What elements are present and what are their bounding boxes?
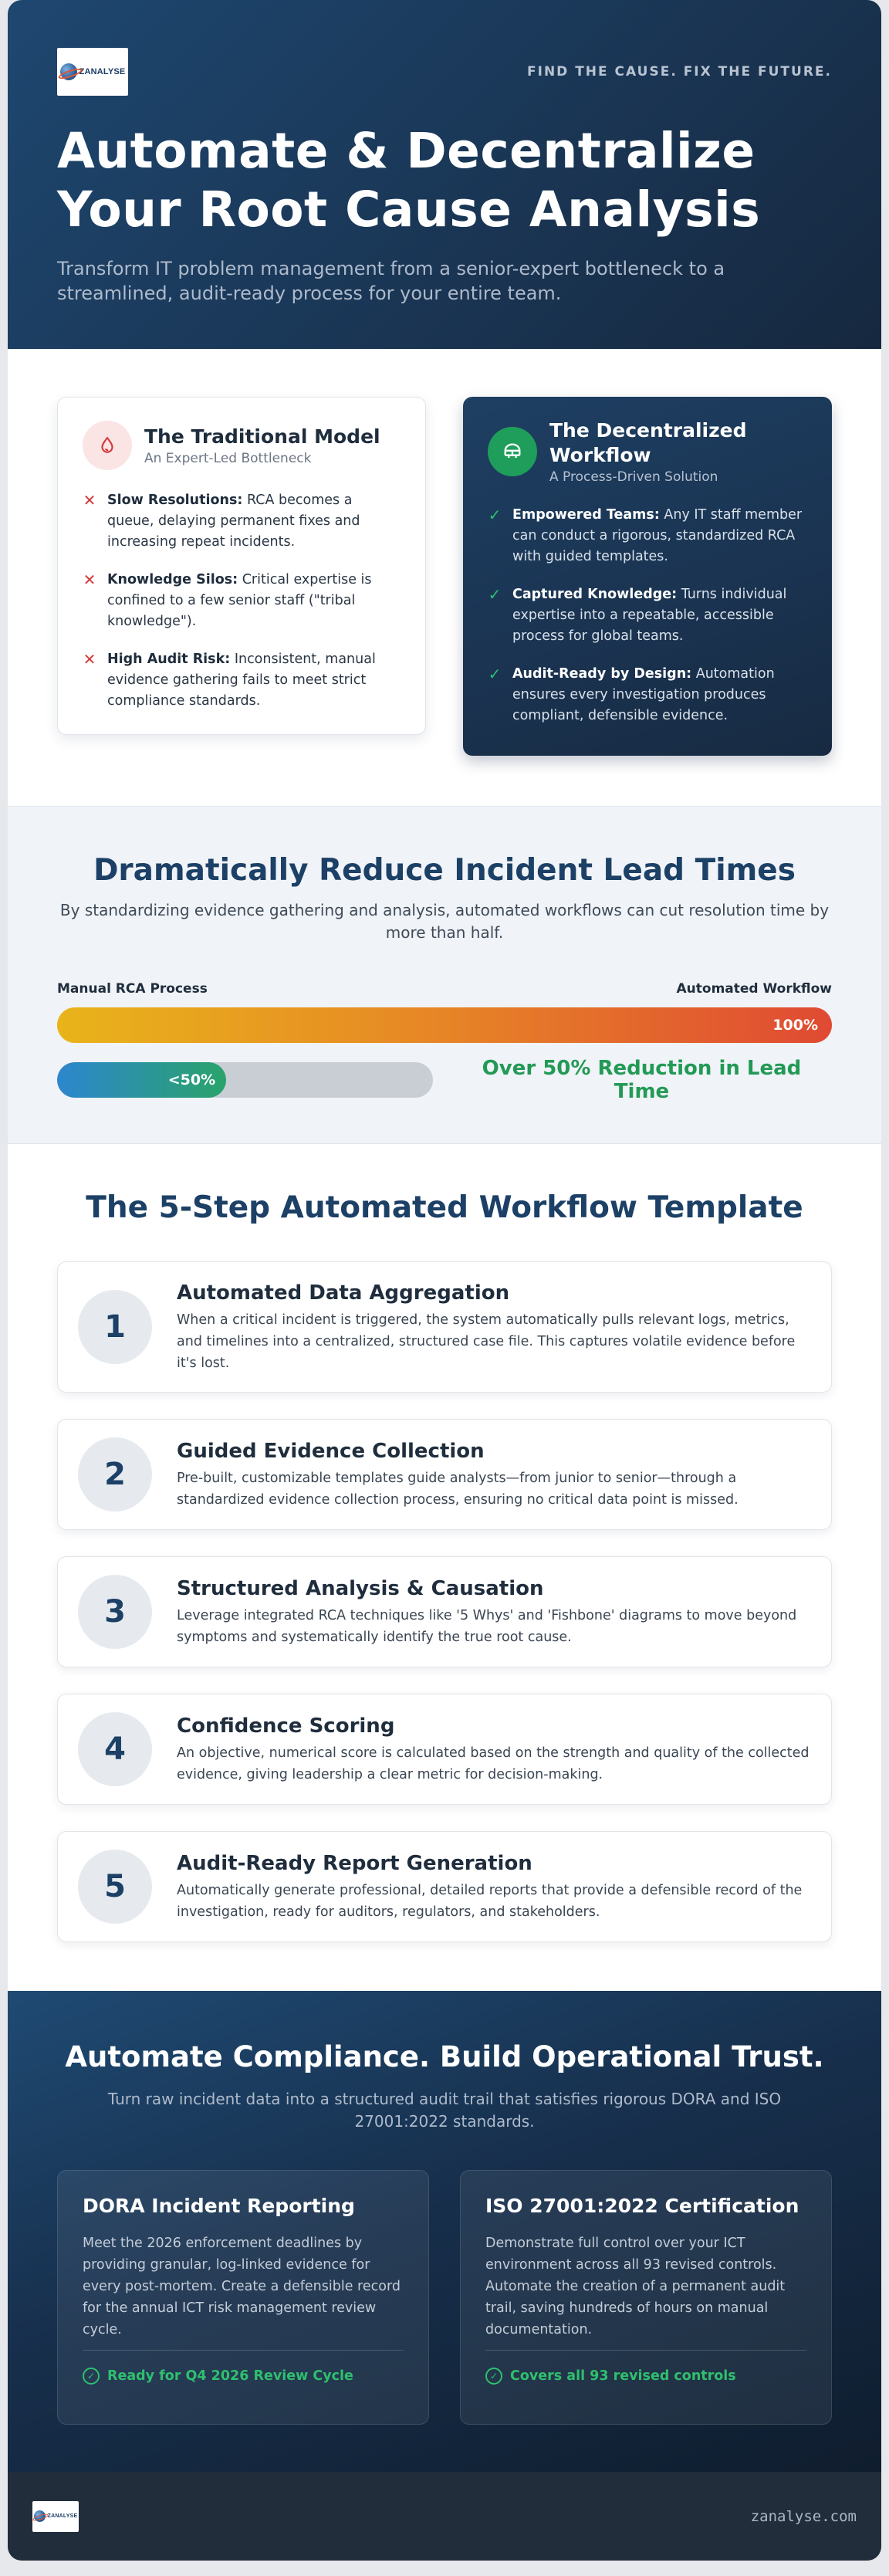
- list-item: [83, 649, 401, 712]
- hero-title-line1: Automate & Decentralize: [57, 123, 755, 179]
- section-title: Dramatically Reduce Incident Lead Times: [93, 853, 796, 888]
- card-subtitle: A Process-Driven Solution: [549, 469, 718, 485]
- item-heading: High Audit Risk:: [107, 652, 231, 667]
- manual-process-bar: [57, 1007, 832, 1043]
- manual-process-label: Manual RCA Process: [57, 981, 208, 997]
- check-circle-icon: ✓: [83, 2368, 100, 2385]
- footer-logo[interactable]: [32, 2501, 79, 2532]
- card-title: ISO 27001:2022 Certification: [485, 2195, 799, 2217]
- step-number: 5: [78, 1850, 152, 1924]
- full-bar-label: 100%: [772, 1017, 818, 1034]
- list-item: [488, 664, 807, 726]
- card-title: DORA Incident Reporting: [83, 2195, 355, 2217]
- section-subtitle: By standardizing evidence gathering and analysis, automated workflows can cut resolution time by more than half.: [59, 901, 830, 942]
- logo[interactable]: [57, 48, 128, 96]
- partial-bar-label: <50%: [167, 1071, 216, 1088]
- globe-icon: [60, 63, 77, 80]
- hero-title-line2: Your Root Cause Analysis: [57, 181, 761, 238]
- item-heading: Captured Knowledge:: [512, 587, 678, 602]
- card-title: The Decentralized Workflow: [549, 419, 747, 466]
- step-description: Leverage integrated RCA techniques like '5 Whys' and 'Fishbone' diagrams to move beyond symptoms and systematically identify the true root cause.: [177, 1608, 797, 1645]
- step-description: An objective, numerical score is calculated based on the strength and quality of the collected evidence, giving leadership a clear metric for decision-making.: [177, 1745, 810, 1782]
- check-circle-icon: ✓: [485, 2368, 502, 2385]
- x-icon: ✕: [83, 570, 96, 589]
- step-card: [57, 1831, 832, 1942]
- team-icon: [488, 427, 537, 476]
- step-card: [57, 1261, 832, 1393]
- divider: [83, 2350, 404, 2351]
- list-item: [83, 570, 401, 632]
- step-title: Guided Evidence Collection: [177, 1440, 485, 1463]
- automated-bar-fill: [57, 1062, 226, 1098]
- step-title: Automated Data Aggregation: [177, 1281, 510, 1305]
- card-subtitle: An Expert-Led Bottleneck: [144, 451, 312, 466]
- list-item: [83, 490, 401, 553]
- step-card: [57, 1694, 832, 1805]
- card-text: Demonstrate full control over your ICT environment across all 93 revised controls. Automate the creation of a permanent audit trail, saving hundreds of hours on manual documentation.: [485, 2236, 786, 2337]
- footer: [8, 2472, 881, 2561]
- step-number: 1: [78, 1290, 152, 1364]
- section-title: Automate Compliance. Build Operational Trust.: [65, 2040, 824, 2073]
- list-item: [488, 505, 807, 567]
- item-heading: Empowered Teams:: [512, 507, 660, 523]
- dora-card: [57, 2170, 429, 2425]
- iso-card: [460, 2170, 832, 2425]
- automated-bar-track: [57, 1062, 433, 1098]
- card-text: Meet the 2026 enforcement deadlines by providing granular, log-linked evidence for every post-mortem. Create a defensible record for the annual ICT risk management review cycle.: [83, 2236, 401, 2337]
- logo-text: ZANALYSE: [47, 2513, 78, 2519]
- x-icon: ✕: [83, 650, 96, 669]
- step-title: Structured Analysis & Causation: [177, 1577, 544, 1600]
- x-icon: ✕: [83, 491, 96, 509]
- check-icon: ✓: [488, 585, 502, 604]
- step-description: Automatically generate professional, detailed reports that provide a defensible record of the investigation, ready for auditors, regulators, and stakeholders.: [177, 1883, 803, 1920]
- lead-time-section: [8, 806, 881, 1144]
- step-description: When a critical incident is triggered, the system automatically pulls relevant logs, metrics, and timelines into a centralized, structured case file. This captures volatile evidence before it's lost.: [177, 1312, 796, 1371]
- card-footer-text: Ready for Q4 2026 Review Cycle: [107, 2368, 353, 2384]
- comparison-section: [8, 349, 881, 806]
- item-heading: Audit-Ready by Design:: [512, 666, 692, 682]
- check-icon: ✓: [488, 665, 502, 683]
- card-footer-text: Covers all 93 revised controls: [510, 2368, 736, 2384]
- page: [8, 0, 881, 2561]
- logo-text: ZANALYSE: [79, 67, 126, 76]
- step-number: 3: [78, 1575, 152, 1649]
- tagline: FIND THE CAUSE. FIX THE FUTURE.: [527, 64, 832, 80]
- drop-icon: [83, 421, 132, 470]
- step-card: [57, 1419, 832, 1530]
- item-text: Any IT staff member can conduct a rigorous, standardized RCA with guided templates.: [512, 507, 803, 564]
- list-item: [488, 584, 807, 647]
- hero-title: [57, 122, 832, 239]
- step-number: 4: [78, 1712, 152, 1786]
- step-title: Confidence Scoring: [177, 1715, 395, 1738]
- step-number: 2: [78, 1437, 152, 1511]
- item-text: Critical expertise is confined to a few senior staff ("tribal knowledge").: [107, 572, 372, 629]
- section-subtitle: Turn raw incident data into a structured audit trail that satisfies rigorous DORA and ISO 27001:2022 standards.: [107, 2090, 782, 2131]
- item-heading: Knowledge Silos:: [107, 572, 238, 587]
- hero-section: [8, 0, 881, 349]
- step-description: Pre-built, customizable templates guide analysts—from junior to senior—through a standardized evidence collection process, ensuring no critical data point is missed.: [177, 1471, 739, 1508]
- compliance-section: [8, 1991, 881, 2472]
- item-text: Automation ensures every investigation produces compliant, defensible evidence.: [512, 666, 775, 723]
- card-title: The Traditional Model: [144, 425, 380, 448]
- globe-icon: [34, 2510, 46, 2522]
- item-text: Inconsistent, manual evidence gathering fails to meet strict compliance standards.: [107, 652, 376, 709]
- section-title: The 5-Step Automated Workflow Template: [86, 1190, 803, 1225]
- item-heading: Slow Resolutions:: [107, 493, 243, 508]
- steps-section: [8, 1144, 881, 1991]
- decentralized-workflow-card: [463, 397, 832, 756]
- traditional-model-card: [57, 397, 426, 735]
- check-icon: ✓: [488, 506, 502, 524]
- hero-subtitle: Transform IT problem management from a senior-expert bottleneck to a streamlined, audit-ready process for your entire team.: [57, 258, 725, 304]
- automated-workflow-label: Automated Workflow: [676, 981, 832, 997]
- reduction-result: Over 50% Reduction in Lead Time: [482, 1057, 802, 1103]
- divider: [485, 2350, 806, 2351]
- step-card: [57, 1556, 832, 1667]
- item-text: Turns individual expertise into a repeatable, accessible process for global teams.: [512, 587, 787, 644]
- item-text: RCA becomes a queue, delaying permanent fixes and increasing repeat incidents.: [107, 493, 360, 550]
- step-title: Audit-Ready Report Generation: [177, 1852, 532, 1875]
- footer-url-link[interactable]: zanalyse.com: [750, 2507, 857, 2525]
